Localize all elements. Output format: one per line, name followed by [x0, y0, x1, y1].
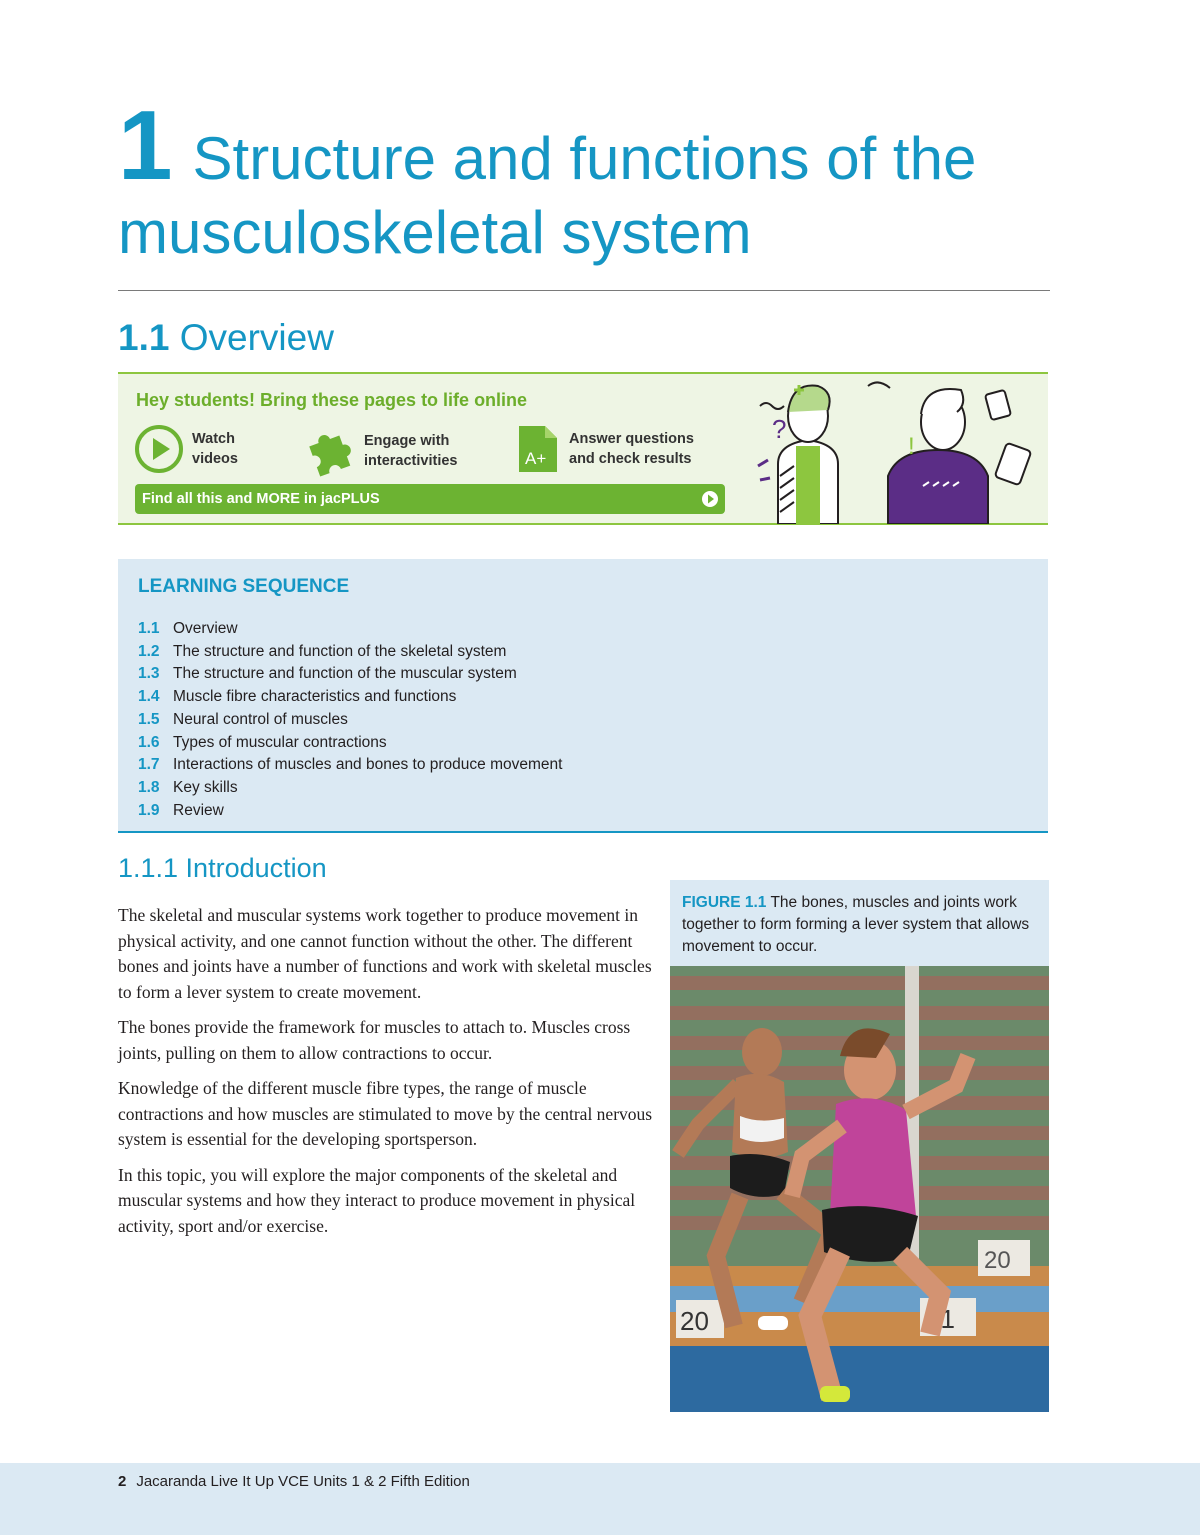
sprinters-photo — [670, 966, 1049, 1412]
lane-number: 21 — [926, 1304, 955, 1334]
sequence-item[interactable] — [138, 732, 562, 755]
sequence-item[interactable] — [138, 618, 562, 641]
learning-sequence-box — [118, 559, 1048, 833]
sequence-number: 1.1 — [138, 620, 160, 637]
jacplus-link-button[interactable] — [135, 484, 725, 514]
paragraph: The skeletal and muscular systems work together to produce movement in physical activity, and one cannot function without the other. The different bones and joints have a number of functions and work with skeletal muscles to form a lever system to create movement. — [118, 905, 652, 1002]
feature-watch-videos[interactable] — [134, 424, 302, 474]
chapter-title — [118, 90, 1018, 270]
feature-line: videos — [192, 451, 238, 467]
sequence-number: 1.8 — [138, 778, 160, 796]
sequence-item[interactable] — [138, 777, 562, 800]
sequence-label: Neural control of muscles — [173, 710, 348, 728]
footer-text — [118, 1473, 470, 1490]
figure-label: FIGURE 1.1 — [682, 894, 767, 911]
figure-caption — [670, 880, 1049, 966]
document-grade-icon — [515, 424, 561, 474]
sequence-number: 1.9 — [138, 801, 160, 819]
sequence-item[interactable] — [138, 709, 562, 732]
sequence-item[interactable] — [138, 686, 562, 709]
jacplus-link-label: Find all this and MORE in jacPLUS — [142, 491, 380, 507]
feature-line: Engage with — [364, 433, 450, 449]
promo-heading: Hey students! Bring these pages to life online — [136, 390, 528, 410]
students-illustration — [738, 376, 1046, 524]
section-title — [118, 316, 334, 360]
sequence-label: Review — [173, 801, 224, 819]
play-video-icon — [134, 424, 184, 474]
feature-line: and check results — [569, 451, 692, 467]
sequence-item[interactable] — [138, 800, 562, 823]
paragraph: The bones provide the framework for muscles to attach to. Muscles cross joints, pulling on them to allow contractions to occur. — [118, 1017, 631, 1063]
section-title-text: Overview — [179, 317, 334, 358]
page-number: 2 — [118, 1473, 127, 1490]
introduction-heading: 1.1.1 Introduction — [118, 853, 327, 883]
feature-line: Watch — [192, 431, 235, 447]
paragraph: In this topic, you will explore the major components of the skeletal and muscular systems and how they interact to produce movement in physical activity, sport and/or exercise. — [118, 1164, 636, 1236]
chapter-title-text: Structure and functions of the musculoskeletal system — [118, 125, 977, 266]
feature-interactivities[interactable] — [302, 424, 494, 478]
svg-text:!: ! — [908, 433, 915, 460]
sequence-label: Interactions of muscles and bones to produce movement — [173, 756, 563, 774]
figure-caption-text: The bones, muscles and joints work together to form forming a lever system that allows movement to occur. — [682, 894, 1030, 955]
feature-line: interactivities — [364, 453, 458, 469]
sequence-number: 1.6 — [138, 733, 160, 751]
sequence-label: Muscle fibre characteristics and functions — [173, 688, 457, 706]
introduction-body — [118, 903, 658, 1249]
page-footer — [0, 1463, 1200, 1535]
feature-line: Answer questions — [569, 431, 694, 447]
puzzle-icon — [302, 424, 356, 478]
sequence-label: Types of muscular contractions — [173, 733, 387, 751]
book-title: Jacaranda Live It Up VCE Units 1 & 2 Fifth Edition — [136, 1473, 470, 1490]
lane-number: 20 — [680, 1306, 709, 1336]
title-divider — [118, 290, 1050, 291]
svg-text:?: ? — [772, 414, 787, 444]
svg-text:A+: A+ — [525, 449, 547, 468]
learning-sequence-list — [138, 618, 562, 822]
paragraph: Knowledge of the different muscle fibre types, the range of muscle contractions and how muscles are stimulated to move by the central nervous system is essential for the developing sportsperson. — [118, 1078, 653, 1149]
sequence-number: 1.5 — [138, 710, 160, 728]
sequence-label: The structure and function of the skeletal system — [173, 642, 507, 660]
jacplus-promo-box — [118, 372, 1048, 525]
feature-answer-questions[interactable] — [515, 424, 719, 474]
sequence-item[interactable] — [138, 663, 562, 686]
lane-number: 20 — [984, 1247, 1011, 1274]
sequence-number: 1.4 — [138, 688, 160, 706]
figure-1-1 — [670, 880, 1049, 1410]
sequence-number: 1.3 — [138, 665, 160, 683]
sequence-item[interactable] — [138, 641, 562, 664]
sequence-label: Overview — [173, 620, 238, 637]
arrow-right-icon — [701, 490, 719, 508]
sequence-number: 1.7 — [138, 756, 160, 774]
sequence-item[interactable] — [138, 754, 562, 777]
chapter-number: 1 — [118, 90, 173, 200]
sequence-number: 1.2 — [138, 642, 160, 660]
sequence-label: The structure and function of the muscular system — [173, 665, 517, 683]
section-number: 1.1 — [118, 317, 170, 358]
sequence-label: Key skills — [173, 778, 238, 796]
learning-sequence-heading: LEARNING SEQUENCE — [138, 576, 350, 597]
